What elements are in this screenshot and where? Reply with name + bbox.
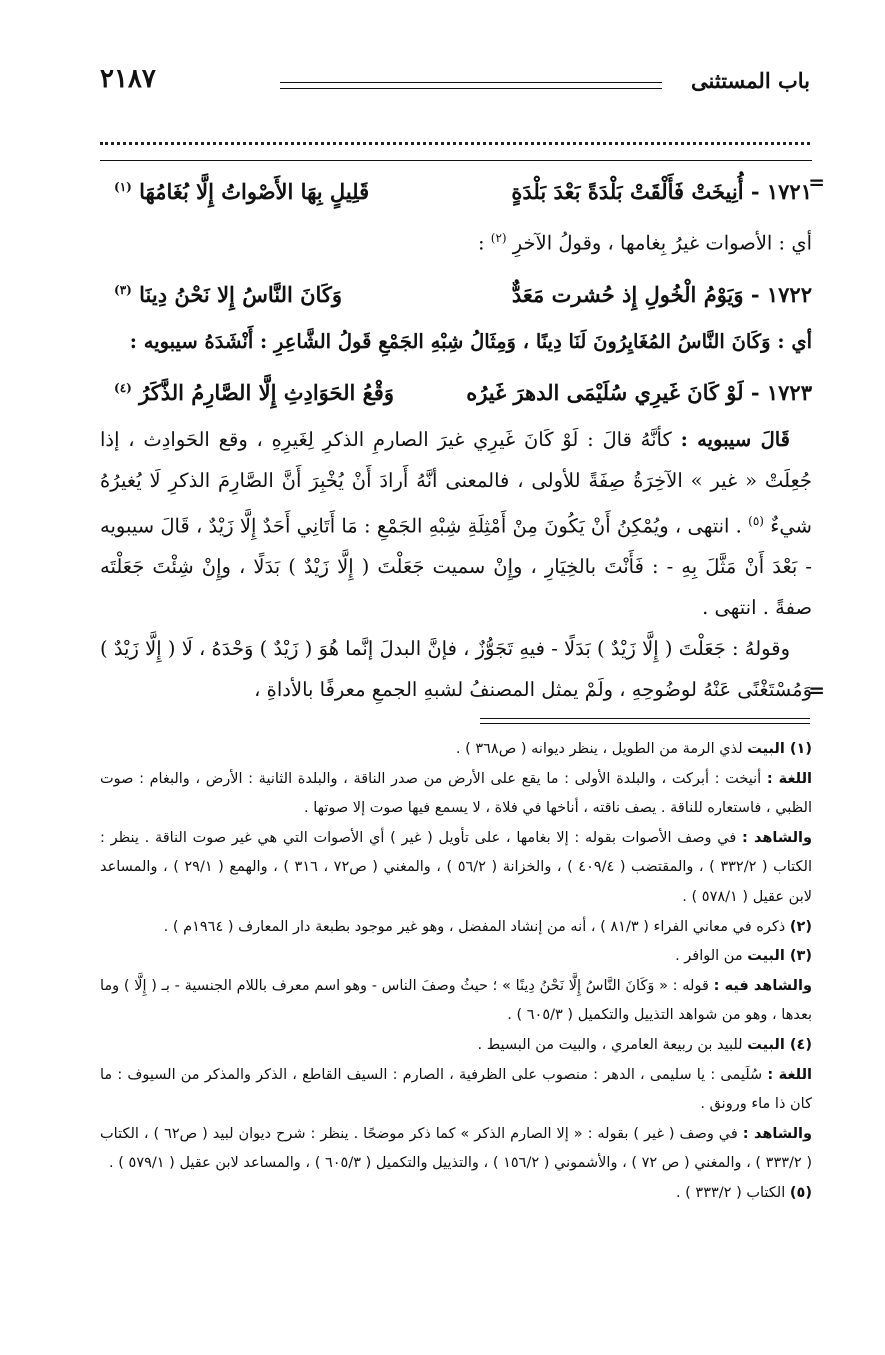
footnote	[100, 1031, 812, 1061]
verse-hemistich-2: وَكَانَ النَّاسُ إِلا نَحْنُ دِينَا	[139, 281, 343, 307]
footnote-text: للبيد بن ربيعة العامري ، والبيت من البسيط .	[477, 1036, 743, 1053]
footnote-text: ذكره في معاني الفراء ( ٨١/٣ ) ، أنه من إنشاد المفضل ، وهو غير موجود بطبعة دار المعارف ( ١٩٦٤م ) .	[163, 918, 786, 935]
footnote-lead: والشاهد :	[742, 1125, 813, 1142]
verse-1722	[100, 264, 812, 321]
footnote	[100, 765, 812, 824]
commentary-paragraph: أي : وَكَانَ النَّاسُ المُغَايِرُونَ لَنَا دِينًا ، وَمِثَالُ شِبْهِ الجَمْعِ قَولُ الشَّاعِرِ : أَنْشَدَهُ سيبويه :	[129, 329, 812, 353]
page-number: ٢١٨٧	[100, 64, 156, 94]
continuation-mark-bottom: =	[808, 678, 825, 702]
footnote-text: من الوافر .	[675, 948, 743, 965]
footnote-ref: (٢)	[490, 231, 507, 245]
paragraph-text: كأنَّهُ قالَ : لَوْ كَانَ غَيرِي غيرَ الصارمِ الذكرِ لِغَيرِهِ ، وقع الحَوادِث ، إذا جُعِلَتْ « غير » الآخِرَةُ صِفَةً للأولى ، فالمعنى أنَّهُ أَرادَ أَنْ يُخْبِرَ أَنَّ الصَّارِمَ الذكرِ لَا يُغيرُهُ شيءٌ	[100, 427, 813, 537]
verse-hemistich-2: وَقْعُ الحَوَادِثِ إِلَّا الصَّارِمُ الذَّكَرُ	[139, 379, 394, 405]
footnote-text: أنيخت : أبركت ، والبلدة الأولى : ما يقع على الأرض من صدر الناقة ، والبلدة الثانية : الأرض ، والبغام : صوت الظبي ، فاستعاره للناقة . يصف ناقته ، أناخها في فلاة ، لا يسمع فيها صوت إلا صوتها .	[100, 770, 812, 817]
footnote-lead: اللغة :	[767, 1066, 812, 1083]
verse-1721	[100, 160, 812, 218]
footnote-ref: (٥)	[748, 513, 764, 528]
footnote	[100, 824, 812, 913]
footnote-ref: (١)	[114, 180, 132, 194]
footnote	[100, 942, 812, 972]
footnote	[100, 913, 812, 943]
dotted-separator	[100, 142, 810, 145]
continuation-mark-top: =	[808, 170, 825, 194]
footnote-text: في وصف الأصوات بقوله : إلا بغامها ، على تأويل ( غير ) أي الأصوات التي هي غير صوت الناقة . ينظر : الكتاب ( ٣٣٢/٢ ) ، والمقتضب ( ٤٠٩/٤ ) ، والخزانة ( ٥٦/٢ ) ، والمغني ( ص٧٢ ، ٣١٦ ) ، والهمع ( ٢٩/١ ) ، والمساعد لابن عقيل ( ٥٧٨/١ ) .	[100, 829, 813, 905]
main-text	[100, 160, 812, 710]
footnote-lead: (٤) البيت	[747, 1036, 812, 1053]
paragraph-text: . انتهى ، ويُمْكِنُ أَنْ يَكُونَ مِنْ أَمْثِلَةِ شِبْهِ الجَمْعِ : مَا أَتَانِي أَحَدٌ إِلَّا زَيْدٌ ، قَالَ سيبويه - بَعْدَ أَنْ مَثَّلَ بِهِ - : فَأَنْتَ بالخِيَارِ ، وإِنْ سميت جَعَلْتَ ( إِلَّا زَيْدٌ ) بَدَلًا ، وإِنْ شِئْتَ جَعَلْتَه صفةً . انتهى .	[100, 514, 812, 619]
footnote	[100, 972, 812, 1031]
page-header	[100, 58, 810, 98]
verse-hemistich-1: ١٧٢٢ - وَيَوْمُ الْخُولِ إِذ حُشرت مَعَدٌّ	[511, 281, 812, 307]
footnote-text: قوله : « وَكَانَ النَّاسُ إِلَّا نَحْنُ دِينًا » ؛ حيثُ وصفَ الناس - وهو اسم معرف باللام الجنسية - بـ ( إِلَّا ) وما بعدها ، وهو من شواهد التذييل والتكميل ( ٦٠٥/٣ ) .	[100, 977, 812, 1024]
commentary-paragraph: وقولهُ : جَعَلْتَ ( إِلَّا زَيْدٌ ) بَدَلًا - فيهِ تَجَوُّزٌ ، فإنَّ البدلَ إنَّما هُوَ ( زَيْدٌ ) وَحْدَهُ ، لَا ( إِلَّا زَيْدٌ ) وَمُسْتَغْنًى عَنْهُ لوضُوحِهِ ، ولَمْ يمثل المصنفُ لشبهِ الجمعِ معرفًا بالأداةِ ،	[100, 637, 812, 701]
footnote-rule	[480, 718, 810, 724]
commentary-paragraph	[100, 419, 812, 629]
verse-hemistich-1: ١٧٢٣ - لَوْ كَانَ غَيرِي سُلَيْمَى الدهرَ غَيرُه	[466, 379, 812, 405]
footnote-text: الكتاب ( ٣٣٣/٢ ) .	[675, 1184, 786, 1201]
header-rule	[280, 82, 662, 89]
paragraph-text: أي : الأصوات غيرُ بِغامها ، وقولُ الآخرِ	[512, 231, 812, 255]
footnote-text: في وصف ( غير ) بقوله : « إلا الصارم الذكر » كما ذكر موضحًا . ينظر : شرح ديوان لبيد ( ص٦٢ ) ، الكتاب ( ٣٣٣/٢ ) ، والمغني ( ص ٧٢ ) ، والأشموني ( ١٥٦/٢ ) ، والتذييل والتكميل ( ٦٠٥/٣ ) ، والمساعد لابن عقيل ( ٥٧٩/١ ) .	[100, 1125, 812, 1172]
paragraph-text: :	[477, 231, 485, 255]
verse-hemistich-1: ١٧٢١ - أُنِيخَتْ فَأَلْقَتْ بَلْدَةً بَعْدَ بَلْدَةٍ	[511, 179, 812, 204]
verse-hemistich-2-wrap	[114, 264, 342, 321]
verse-hemistich-2-wrap	[114, 362, 394, 419]
footnote	[100, 735, 812, 765]
footnote-lead: (٥)	[789, 1184, 812, 1201]
verse-hemistich-2: قَلِيلٍ بِهَا الأَصْواتُ إِلَّا بُغَامُهَا	[139, 179, 370, 204]
footnote	[100, 1061, 812, 1120]
footnote-ref: (٣)	[114, 282, 132, 297]
footnote-ref: (٤)	[114, 380, 132, 395]
footnote-text: سُلَيمى : يا سليمى ، الدهر : منصوب على الظرفية ، الصارم : السيف القاطع ، الذكر والمذكر من السيوف : ما كان ذا ماء ورونق .	[100, 1066, 812, 1113]
verse-hemistich-2-wrap	[114, 161, 369, 218]
verse-1723	[100, 362, 812, 419]
footnote	[100, 1120, 812, 1179]
footnote-lead: (٣) البيت	[747, 948, 812, 965]
footnotes	[100, 735, 812, 1209]
footnote-lead: والشاهد :	[742, 829, 813, 846]
footnote-lead: والشاهد فيه :	[713, 977, 812, 994]
paragraph-lead: قَالَ سيبويه :	[680, 427, 790, 451]
footnote-lead: (١) البيت	[747, 741, 812, 757]
commentary-paragraph	[100, 218, 812, 264]
chapter-title: باب المستثنى	[691, 68, 810, 93]
footnote	[100, 1179, 812, 1209]
footnote-lead: اللغة :	[766, 770, 812, 787]
footnote-lead: (٢)	[789, 918, 812, 935]
footnote-text: لذي الرمة من الطويل ، ينظر ديوانه ( ص٣٦٨ ) .	[455, 741, 743, 757]
